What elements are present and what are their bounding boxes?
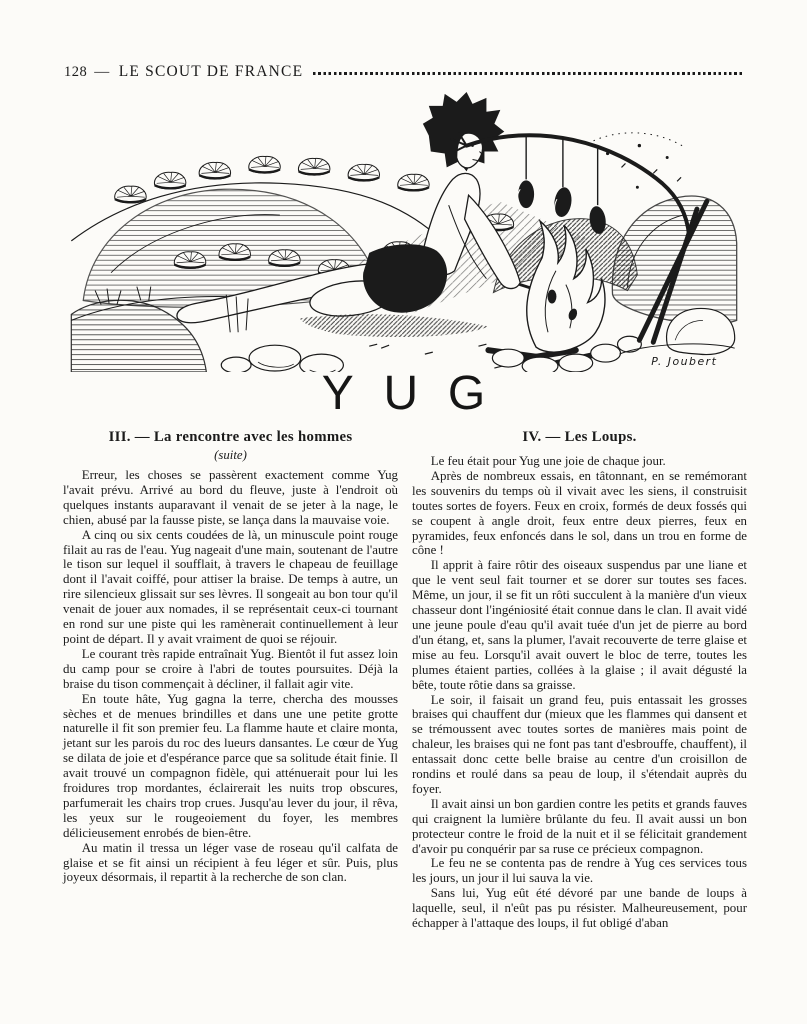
page-header (64, 62, 744, 82)
paragraph: Le feu ne se contenta pas de rendre à Yug ces services tous les jours, un jour il lui sauva la vie. (412, 856, 747, 886)
story-illustration (68, 84, 740, 372)
paragraph: A cinq ou six cents coudées de là, un minuscule point rouge filait au ras de l'eau. Yug nageait d'une main, soutenant de l'autre le tison sur lequel il soufflait, à travers le chapeau de feuillage dont il l'avait coiffé, pour attiser la braise. De temps à autre, un rire silencieux glissait sur ses lèvres. Il songeait au bon tour qu'il venait de jouer aux nomades, il se représentait ceux-ci tournant en rond sur une piste qui les ramènerait continuellement à leur point de départ. Il y avait vraiment de quoi se réjouir. (63, 527, 398, 646)
paragraph: Le soir, il faisait un grand feu, puis entassait les grosses braises qui chauffent dur (mieux que les flammes qui dansent et se trémoussent avec toutes sortes de manières mais point de chaleur, les braises qui ne font pas tant d'esbrouffe, chauffent), il entassait donc cette belle braise au centre d'un croisillon de rondins et roulé dans sa peau de loup, il s'étendait auprès du foyer. (412, 692, 747, 796)
column-right (412, 428, 747, 931)
sparks (588, 133, 685, 188)
paragraph: Erreur, les choses se passèrent exactement comme Yug l'avait prévu. Arrivé au bord du fleuve, juste à l'endroit où quelques instants auparavant il venait de se jeter à la nage, le chien, abusé par la fausse piste, se lança dans la mauvaise voie. (63, 468, 398, 527)
header-dotted-rule (313, 72, 744, 75)
paragraph: Au matin il tressa un léger vase de roseau qu'il calfata de glaise et se fit ainsi un récipient à feu léger et sûr. Puis, plus joyeux désormais, il repartit à la recherche de son clan. (63, 840, 398, 885)
signature-text: P. Joubert (651, 355, 718, 369)
text-columns (63, 428, 747, 931)
section-subheading: (suite) (214, 448, 247, 462)
section-heading-3: III. — La rencontre avec les hommes (108, 429, 353, 445)
paragraph: En toute hâte, Yug gagna la terre, chercha des mousses sèches et de menues brindilles et dans une une petite grotte naturelle il fit son premier feu. La flamme haute et claire monta, jetant sur les parois du roc des lueurs dansantes. Le cœur de Yug se dilata de joie et d'espérance parce que sa solitude était finie. Il avait trouvé un compagnon fidèle, qui atténuerait pour lui les froidures trop mordantes, éclairerait les nuits trop obscures, parfumerait les chairs trop crues. Jusqu'au lever du jour, il rêva, les yeux sur le rougeoiement du foyer, les membres délicieusement enrobés de bien-être. (63, 691, 398, 840)
paragraph: Le feu était pour Yug une joie de chaque jour. (430, 454, 666, 468)
paragraph: Après de nombreux essais, en tâtonnant, en se remémorant les souvenirs du temps où il vivait avec les siens, il construisit toutes sortes de foyers. Feux en croix, formés de deux fossés qui se coupent à angle droit, feux entre deux pierres, feux en pyramides, feux enfoncés dans le sol, dans un trou en forme de cône ! (412, 468, 747, 558)
paragraph: Il apprit à faire rôtir des oiseaux suspendus par une liane et que le vent seul fait tourner et se dorer sur toutes ses faces. Même, un jour, il se fit un rôti succulent à la manière d'un vieux chasseur dont l'ingéniosité était connue dans le clan. Il avait vidé une jeune poule d'eau qu'il avait tuée d'un jet de pierre au bord d'un étang, et, sans la plumer, l'avait recouverte de terre glaise et mise au feu. Lorsqu'il avait ouvert le bloc de terre, toutes les plumes étaient parties, collées à la glaise ; il avait dégusté la bête, toute rôtie dans sa graisse. (412, 558, 747, 692)
page-number: 128 (64, 63, 88, 80)
paragraph: Il avait ainsi un bon gardien contre les petits et grands fauves qui craignent la lumière brûlante du feu. Il avait aussi un bon protecteur contre le froid de la nuit et il se félicitait grandement d'avoir pu conquérir par sa ruse ce précieux compagnon. (412, 796, 747, 856)
page-title: YUG (321, 367, 516, 420)
column-left (63, 428, 398, 931)
paragraph: Le courant très rapide entraînait Yug. Bientôt il fut assez loin du camp pour se croire à l'abri de toutes poursuites. Déjà la braise du tison commençait à décliner, il fallait agir vite. (63, 646, 398, 691)
header-dash: — (94, 63, 110, 80)
section-heading-4: IV. — Les Loups. (522, 429, 637, 445)
ground-shadow (300, 314, 489, 337)
illustration-svg (68, 84, 740, 372)
masthead: LE SCOUT DE FRANCE (118, 63, 304, 80)
paragraph: Sans lui, Yug eût été dévoré par une bande de loups à laquelle, seul, il n'eût pas pu résister. Malheureusement, pour échapper à l'attaque des loups, il fut obligé d'aban (412, 886, 747, 931)
